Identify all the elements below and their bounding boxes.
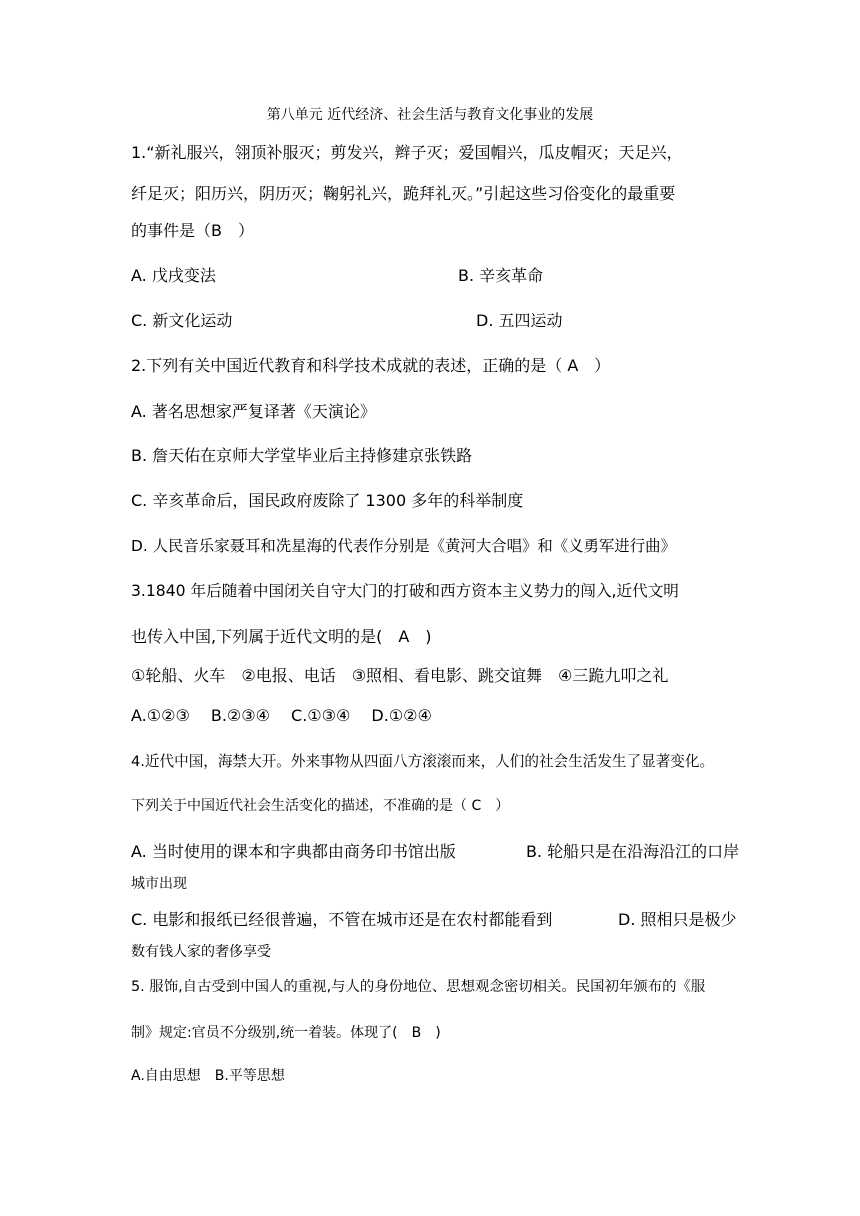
q3-items: ①轮船、火车 ②电报、电话 ③照相、看电影、跳交谊舞 ④三跪九叩之礼 <box>131 666 669 685</box>
q2-option-b: B. 詹天佑在京师大学堂毕业后主持修建京张铁路 <box>131 446 473 465</box>
q4-option-d-cont: 数有钱人家的奢侈享受 <box>131 944 271 960</box>
q4-option-c: C. 电影和报纸已经很普遍，不管在城市还是在农村都能看到 <box>131 910 553 929</box>
q1-line-1: 1.“新礼服兴，翎顶补服灭；剪发兴，辫子灭；爱国帽兴，瓜皮帽灭；天足兴， <box>131 143 683 162</box>
q2-option-d: D. 人民音乐家聂耳和冼星海的代表作分别是《黄河大合唱》和《义勇军进行曲》 <box>131 537 676 555</box>
q1-option-b: B. 辛亥革命 <box>458 266 544 285</box>
q5-line-1: 5. 服饰,自古受到中国人的重视,与人的身份地位、思想观念密切相关。民国初年颁布的《服 <box>131 979 706 995</box>
q4-option-b-cont: 城市出现 <box>131 876 187 892</box>
q3-line-2: 也传入中国,下列属于近代文明的是( A ) <box>131 627 432 646</box>
q2-stem: 2.下列有关中国近代教育和科学技术成就的表述，正确的是（ A ） <box>131 356 611 375</box>
q4-option-a: A. 当时使用的课本和字典都由商务印书馆出版 <box>131 842 456 861</box>
q1-option-d: D. 五四运动 <box>476 311 563 330</box>
q5-line-2: 制》规定:官员不分级别,统一着装。体现了( B ) <box>131 1025 441 1041</box>
q3-options: A.①②③ B.②③④ C.①③④ D.①②④ <box>131 706 432 725</box>
q4-line-1: 4.近代中国，海禁大开。外来事物从四面八方滚滚而来，人们的社会生活发生了显著变化。 <box>131 753 715 770</box>
q5-options: A.自由思想 B.平等思想 <box>131 1068 285 1084</box>
q1-line-3: 的事件是（B ） <box>131 221 254 240</box>
unit-title: 第八单元 近代经济、社会生活与教育文化事业的发展 <box>266 107 594 123</box>
q2-option-c: C. 辛亥革命后，国民政府废除了 1300 多年的科举制度 <box>131 491 524 510</box>
q4-option-b: B. 轮船只是在沿海沿江的口岸 <box>526 842 740 861</box>
q2-option-a: A. 著名思想家严复译著《天演论》 <box>131 402 376 421</box>
q1-option-a: A. 戊戌变法 <box>131 266 216 285</box>
q3-line-1: 3.1840 年后随着中国闭关自守大门的打破和西方资本主义势力的闯入,近代文明 <box>131 582 679 600</box>
q1-option-c: C. 新文化运动 <box>131 311 233 330</box>
q1-line-2: 纤足灭；阳历兴，阴历灭；鞠躬礼兴，跪拜礼灭。”引起这些习俗变化的最重要 <box>131 184 676 203</box>
q4-option-d: D. 照相只是极少 <box>618 910 737 929</box>
q4-line-2: 下列关于中国近代社会生活变化的描述，不准确的是（ C ） <box>131 798 510 814</box>
